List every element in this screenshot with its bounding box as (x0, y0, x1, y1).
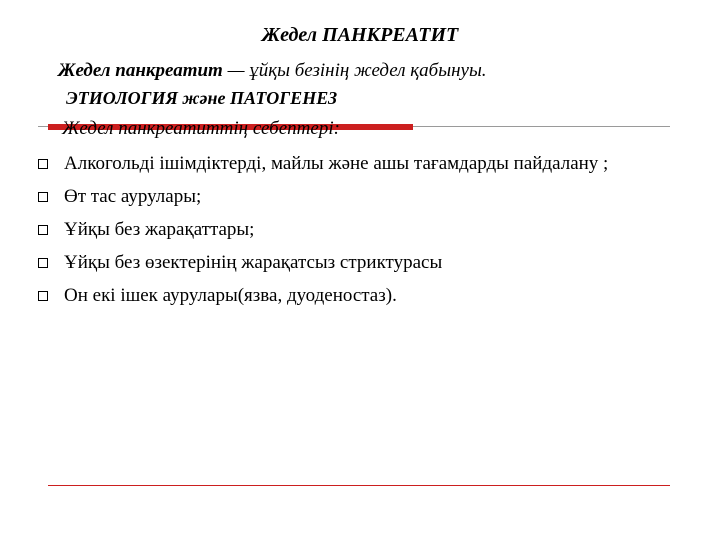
list-item (38, 152, 608, 176)
definition-term: Жедел панкреатит (58, 60, 223, 81)
list-item-text: Алкогольді ішімдіктерді, майлы және ашы тағамдарды пайдалану ; (64, 153, 609, 174)
list-item (38, 251, 442, 275)
checkbox-bullet-icon (38, 192, 48, 202)
list-item-text: Ұйқы без жарақаттары; (64, 219, 255, 240)
checkbox-bullet-icon (38, 225, 48, 235)
slide-title: Жедел ПАНКРЕАТИТ (261, 24, 459, 46)
list-item (38, 284, 397, 308)
list-item (38, 218, 254, 242)
checkbox-bullet-icon (38, 258, 48, 268)
list-item (38, 185, 201, 209)
bottom-divider-line (48, 485, 670, 486)
list-item-text: Өт тас аурулары; (64, 186, 202, 207)
list-item-text: Ұйқы без өзектерінің жарақатсыз стриктурасы (64, 252, 443, 273)
section-subheading: ЭТИОЛОГИЯ және ПАТОГЕНЕЗ (66, 88, 338, 108)
definition-line (58, 60, 487, 82)
definition-text: — ұйқы безінің жедел қабынуы. (222, 60, 487, 81)
causes-heading: Жедел панкреатиттің себептері: (62, 118, 340, 139)
checkbox-bullet-icon (38, 291, 48, 301)
list-item-text: Он екі ішек аурулары(язва, дуоденостаз). (64, 285, 397, 306)
checkbox-bullet-icon (38, 159, 48, 169)
